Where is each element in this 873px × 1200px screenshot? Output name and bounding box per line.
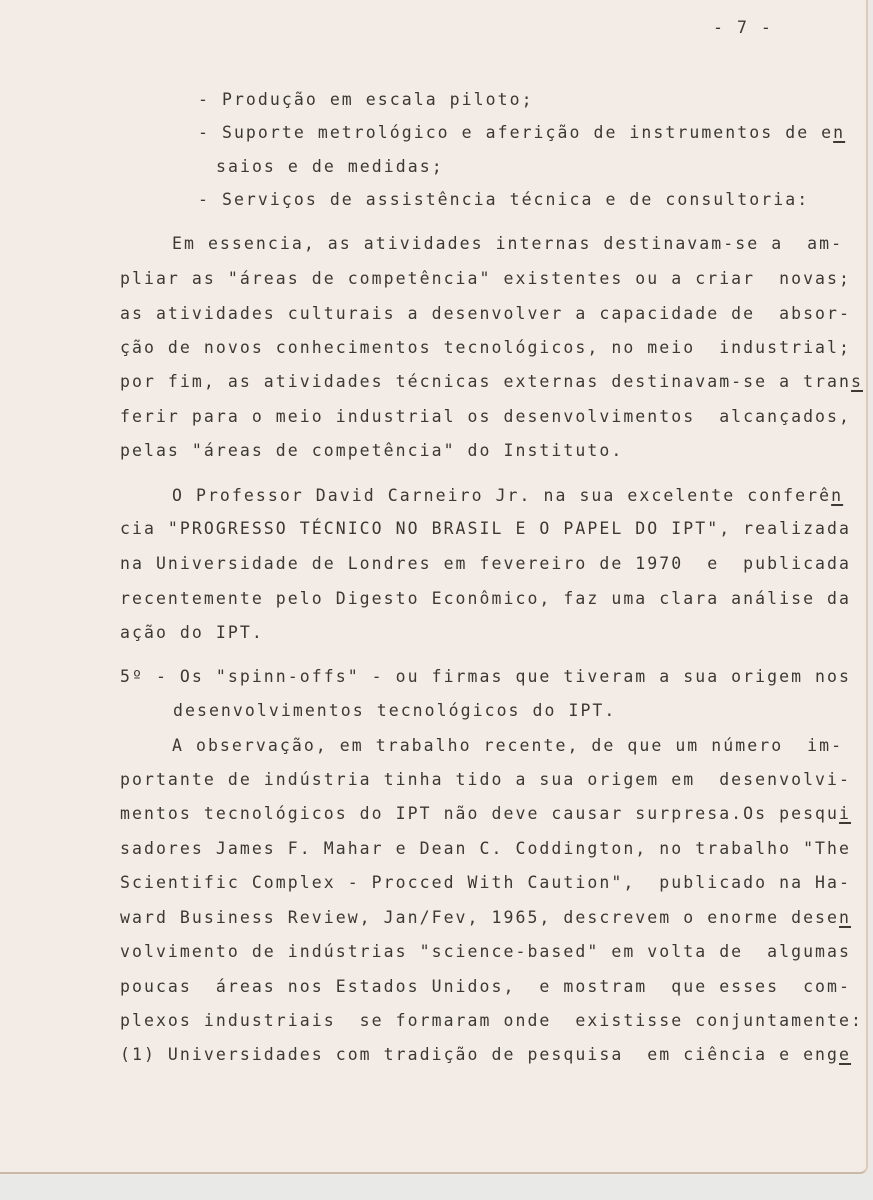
paragraph-3-line: plexos industriais se formaram onde existisse conjuntamente: — [120, 1011, 863, 1030]
hyphenation-underline: n — [833, 123, 846, 142]
paragraph-2-line: cia "PROGRESSO TÉCNICO NO BRASIL E O PAPEL DO IPT", realizada — [120, 519, 852, 538]
list-item-metrology — [198, 123, 845, 143]
line-text: por fim, as atividades técnicas externas destinavam-se a tran — [120, 372, 852, 391]
list-item-text: - Suporte metrológico e aferição de instrumentos de e — [198, 123, 834, 142]
paragraph-1-line: ção de novos conhecimentos tecnológicos, no meio industrial; — [120, 338, 852, 357]
paragraph-3-line: A observação, em trabalho recente, de que um número im- — [172, 736, 844, 755]
line-text: O Professor David Carneiro Jr. na sua excelente conferê — [172, 486, 832, 505]
list-item-continuation: saios e de medidas; — [216, 157, 444, 176]
line-text: ward Business Review, Jan/Fev, 1965, descrevem o enorme dese — [120, 908, 840, 927]
list-item-technical-services: - Serviços de assistência técnica e de consultoria: — [198, 190, 810, 209]
section-item-5-continuation: desenvolvimentos tecnológicos do IPT. — [173, 701, 617, 720]
section-item-5: 5º - Os "spinn-offs" - ou firmas que tiveram a sua origem nos — [120, 667, 852, 686]
list-item-pilot-production: - Produção em escala piloto; — [198, 90, 534, 109]
hyphenation-underline: n — [839, 908, 852, 927]
paragraph-3-line: poucas áreas nos Estados Unidos, e mostram que esses com- — [120, 977, 852, 996]
line-text: (1) Universidades com tradição de pesquisa em ciência e eng — [120, 1045, 840, 1064]
paragraph-1-line: pliar as "áreas de competência" existentes ou a criar novas; — [120, 269, 852, 288]
hyphenation-underline: s — [851, 372, 863, 391]
paragraph-3-line: portante de indústria tinha tido a sua origem em desenvolvi- — [120, 770, 852, 789]
paragraph-1-line — [120, 372, 863, 392]
paragraph-1-line: ferir para o meio industrial os desenvolvimentos alcançados, — [120, 407, 852, 426]
paragraph-1-line: Em essencia, as atividades internas destinavam-se a am- — [172, 234, 844, 253]
paragraph-3-line — [120, 1045, 851, 1065]
line-text: mentos tecnológicos do IPT não deve causar surpresa.Os pesqu — [120, 804, 840, 823]
page-number: - 7 - — [713, 18, 773, 37]
paragraph-2-line: ação do IPT. — [120, 623, 264, 642]
hyphenation-underline: e — [839, 1045, 852, 1064]
paragraph-3-line — [120, 908, 851, 928]
hyphenation-underline: i — [839, 804, 852, 823]
paragraph-2-line: na Universidade de Londres em fevereiro de 1970 e publicada — [120, 554, 852, 573]
paragraph-3-line: volvimento de indústrias "science-based" em volta de algumas — [120, 942, 852, 961]
paragraph-2-line: recentemente pelo Digesto Econômico, faz uma clara análise da — [120, 589, 852, 608]
paragraph-1-line: pelas "áreas de competência" do Instituto. — [120, 441, 624, 460]
paragraph-3-line — [120, 804, 851, 824]
hyphenation-underline: n — [831, 486, 844, 505]
paragraph-3-line: sadores James F. Mahar e Dean C. Coddington, no trabalho "The — [120, 839, 852, 858]
paragraph-3-line: Scientific Complex - Procced With Caution", publicado na Ha- — [120, 873, 852, 892]
paragraph-2-line — [172, 486, 843, 506]
paragraph-1-line: as atividades culturais a desenvolver a capacidade de absor- — [120, 304, 852, 323]
